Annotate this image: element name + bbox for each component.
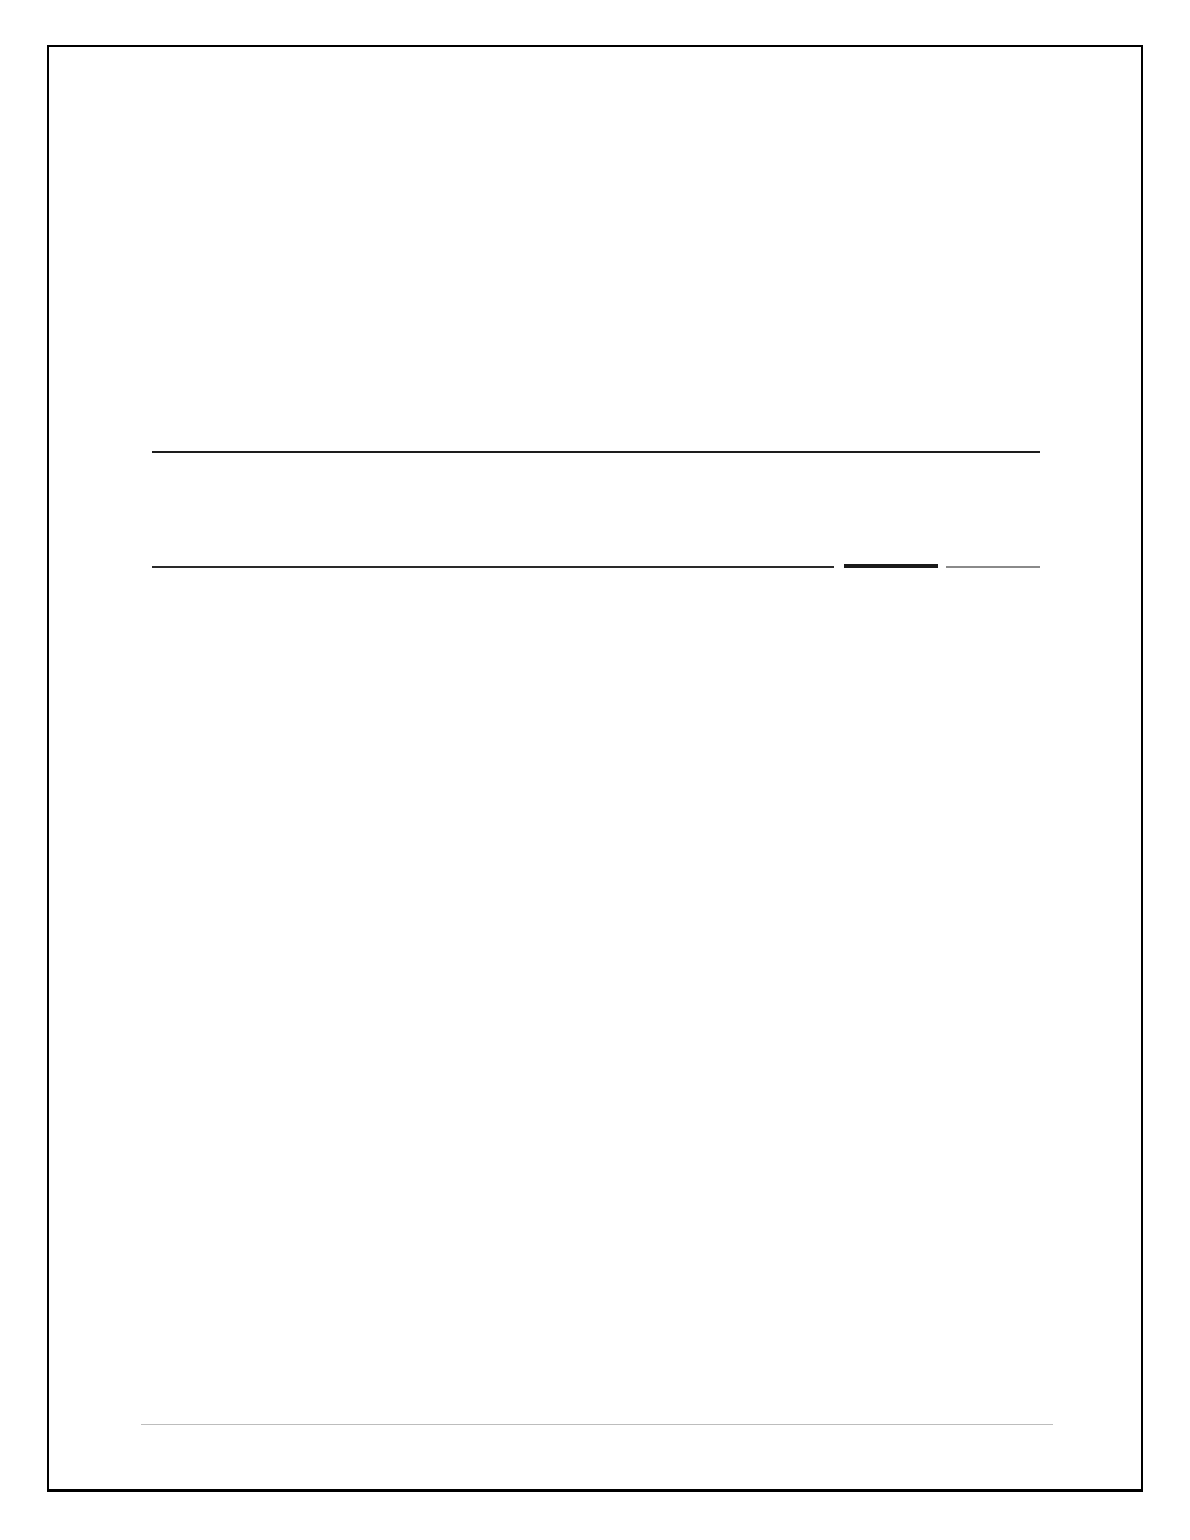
balance-sheet-figure <box>152 440 1040 568</box>
figure-rule <box>152 451 1040 453</box>
page-border <box>47 45 1143 1492</box>
table-header <box>152 499 1040 568</box>
page-footer <box>141 1431 153 1451</box>
header-underlines <box>152 562 1040 568</box>
footer-divider <box>141 1424 1053 1425</box>
